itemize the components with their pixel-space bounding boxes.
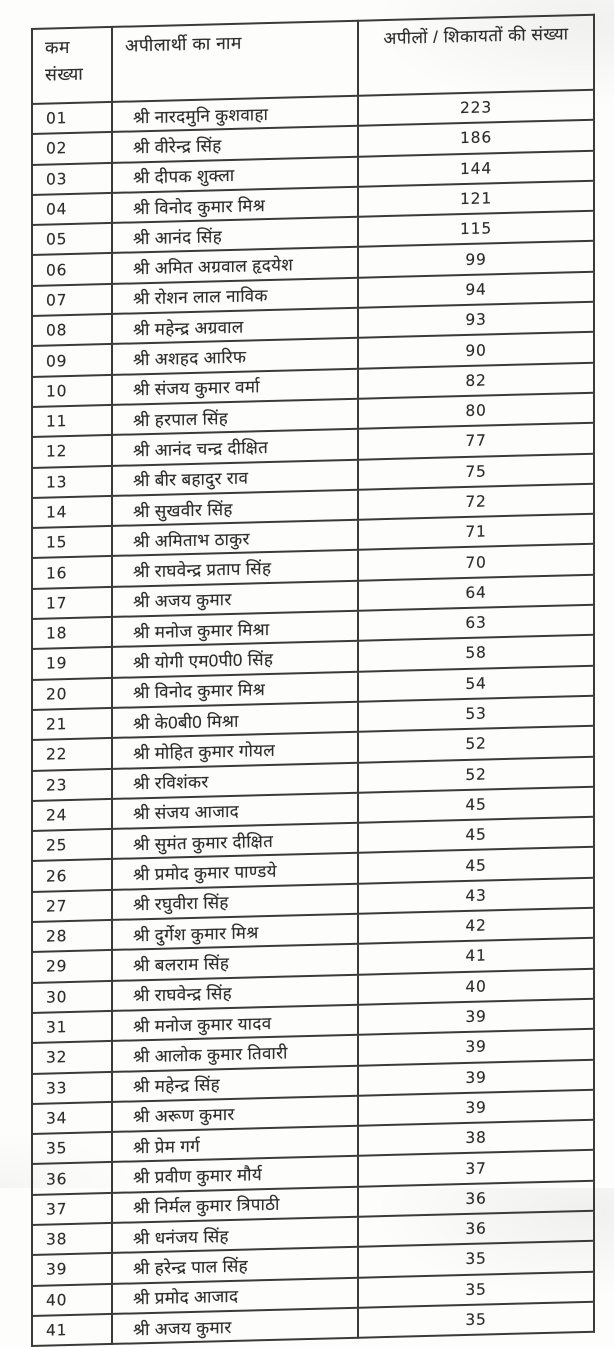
appellant-name-cell: श्री रघुवीरा सिंह: [112, 883, 358, 920]
appeals-count-cell: 43: [358, 877, 594, 913]
appellant-name-cell: श्री आनंद चन्द्र दीक्षित: [112, 429, 358, 466]
appeals-count-cell: 35: [358, 1302, 594, 1338]
serial-number-cell: 08: [32, 314, 112, 346]
serial-number-cell: 31: [32, 1011, 112, 1043]
serial-number-cell: 05: [32, 223, 112, 255]
appellant-name-cell: श्री मनोज कुमार मिश्रा: [112, 611, 358, 648]
appeals-count-cell: 45: [358, 817, 594, 853]
column-header-appellant-name: अपीलार्थी का नाम: [112, 21, 358, 102]
serial-number-cell: 09: [32, 344, 112, 376]
appeals-count-cell: 99: [358, 241, 594, 277]
appeals-count-cell: 37: [358, 1150, 594, 1186]
appeals-count-cell: 70: [358, 544, 594, 580]
appellant-name-cell: श्री सुखवीर सिंह: [112, 490, 358, 527]
appellant-name-cell: श्री अजय कुमार: [112, 1308, 358, 1345]
appeals-count-cell: 45: [358, 787, 594, 823]
appeals-count-cell: 63: [358, 605, 594, 641]
appellant-name-cell: श्री महेन्द्र अग्रवाल: [112, 308, 358, 345]
appellant-name-cell: श्री मनोज कुमार यादव: [112, 1005, 358, 1042]
appeals-count-cell: 52: [358, 756, 594, 792]
serial-number-cell: 18: [32, 617, 112, 649]
serial-number-cell: 12: [32, 435, 112, 467]
appellant-name-cell: श्री अमिताभ ठाकुर: [112, 520, 358, 557]
appeals-count-cell: 38: [358, 1120, 594, 1156]
appellant-name-cell: श्री राघवेन्द्र सिंह: [112, 974, 358, 1011]
appellant-name-cell: श्री हरेन्द्र पाल सिंह: [112, 1247, 358, 1284]
serial-number-cell: 41: [32, 1314, 112, 1346]
serial-number-cell: 23: [32, 768, 112, 800]
appellant-name-cell: श्री रविशंकर: [112, 762, 358, 799]
appellant-name-cell: श्री प्रमोद कुमार पाण्डये: [112, 853, 358, 890]
appeals-count-cell: 93: [358, 302, 594, 338]
appellant-name-cell: श्री अरूण कुमार: [112, 1096, 358, 1133]
serial-number-cell: 27: [32, 890, 112, 922]
column-header-appeals-complaints-count: अपीलों / शिकायतों की संख्या: [358, 15, 594, 96]
appellant-name-cell: श्री आनंद सिंह: [112, 217, 358, 254]
appeals-count-cell: 115: [358, 211, 594, 247]
appeals-count-cell: 71: [358, 514, 594, 550]
appellant-name-cell: श्री धनंजय सिंह: [112, 1217, 358, 1254]
serial-number-cell: 19: [32, 647, 112, 679]
appellant-name-cell: श्री मोहित कुमार गोयल: [112, 732, 358, 769]
appeals-count-cell: 53: [358, 696, 594, 732]
appeals-count-cell: 72: [358, 484, 594, 520]
appellant-name-cell: श्री दुर्गेश कुमार मिश्र: [112, 914, 358, 951]
appellant-name-cell: श्री प्रमोद आजाद: [112, 1277, 358, 1314]
serial-number-cell: 21: [32, 708, 112, 740]
appellant-name-cell: श्री वीरेन्द्र सिंह: [112, 126, 358, 163]
appellant-name-cell: श्री बीर बहादुर राव: [112, 459, 358, 496]
appeals-count-cell: 121: [358, 181, 594, 217]
serial-number-cell: 15: [32, 526, 112, 558]
serial-number-cell: 34: [32, 1102, 112, 1134]
appeals-count-cell: 144: [358, 150, 594, 186]
appellant-name-cell: श्री प्रवीण कुमार मौर्य: [112, 1156, 358, 1193]
serial-number-cell: 39: [32, 1253, 112, 1285]
serial-number-cell: 37: [32, 1193, 112, 1225]
appeals-count-cell: 36: [358, 1211, 594, 1247]
serial-number-cell: 36: [32, 1162, 112, 1194]
serial-number-cell: 25: [32, 829, 112, 861]
serial-number-cell: 26: [32, 859, 112, 891]
serial-number-cell: 06: [32, 253, 112, 285]
table-body: [32, 90, 594, 1346]
appellant-name-cell: श्री प्रेम गर्ग: [112, 1126, 358, 1163]
appellant-name-cell: श्री आलोक कुमार तिवारी: [112, 1035, 358, 1072]
appellant-name-cell: श्री राघवेन्द्र प्रताप सिंह: [112, 550, 358, 587]
appeals-count-cell: 39: [358, 1029, 594, 1065]
column-header-serial-number: कम संख्या: [32, 27, 112, 104]
serial-number-cell: 03: [32, 163, 112, 195]
appeals-count-cell: 90: [358, 332, 594, 368]
appeals-count-cell: 75: [358, 453, 594, 489]
appellant-name-cell: श्री अमित अग्रवाल हृदयेश: [112, 247, 358, 284]
serial-number-cell: 07: [32, 284, 112, 316]
appeals-count-cell: 36: [358, 1180, 594, 1216]
serial-number-cell: 32: [32, 1041, 112, 1073]
appeals-count-cell: 52: [358, 726, 594, 762]
serial-number-cell: 40: [32, 1284, 112, 1316]
appellant-name-cell: श्री निर्मल कुमार त्रिपाठी: [112, 1186, 358, 1223]
appeals-count-cell: 35: [358, 1271, 594, 1307]
appeals-count-cell: 39: [358, 999, 594, 1035]
appellant-name-cell: श्री योगी एम0पी0 सिंह: [112, 641, 358, 678]
serial-number-cell: 33: [32, 1071, 112, 1103]
serial-number-cell: 17: [32, 587, 112, 619]
serial-number-cell: 11: [32, 405, 112, 437]
appellant-name-cell: श्री के0बी0 मिश्रा: [112, 702, 358, 739]
scanned-page: [31, 14, 593, 1347]
serial-number-cell: 28: [32, 920, 112, 952]
appeals-count-cell: 39: [358, 1090, 594, 1126]
serial-number-cell: 35: [32, 1132, 112, 1164]
serial-number-cell: 01: [32, 102, 112, 134]
appellant-name-cell: श्री नारदमुनि कुशवाहा: [112, 96, 358, 133]
serial-number-cell: 10: [32, 375, 112, 407]
appellant-name-cell: श्री अशहद आरिफ: [112, 338, 358, 375]
appellant-name-cell: श्री बलराम सिंह: [112, 944, 358, 981]
appeals-count-cell: 42: [358, 908, 594, 944]
serial-number-cell: 24: [32, 799, 112, 831]
appeals-count-cell: 45: [358, 847, 594, 883]
serial-number-cell: 13: [32, 466, 112, 498]
appellant-name-cell: श्री रोशन लाल नाविक: [112, 278, 358, 315]
serial-number-cell: 14: [32, 496, 112, 528]
serial-number-cell: 02: [32, 132, 112, 164]
appeals-count-cell: 80: [358, 393, 594, 429]
serial-number-cell: 22: [32, 738, 112, 770]
appeals-count-cell: 58: [358, 635, 594, 671]
appellant-name-cell: श्री अजय कुमार: [112, 580, 358, 617]
appeals-count-cell: 77: [358, 423, 594, 459]
appeals-count-cell: 94: [358, 272, 594, 308]
serial-number-cell: 04: [32, 193, 112, 225]
appellant-name-cell: श्री दीपक शुक्ला: [112, 156, 358, 193]
serial-number-cell: 16: [32, 556, 112, 588]
serial-number-cell: 29: [32, 950, 112, 982]
appellant-name-cell: श्री विनोद कुमार मिश्र: [112, 671, 358, 708]
appellant-name-cell: श्री विनोद कुमार मिश्र: [112, 187, 358, 224]
appellant-name-cell: श्री हरपाल सिंह: [112, 399, 358, 436]
appeals-count-cell: 35: [358, 1241, 594, 1277]
serial-number-cell: 20: [32, 678, 112, 710]
appellant-name-cell: श्री महेन्द्र सिंह: [112, 1065, 358, 1102]
appeals-count-cell: 39: [358, 1059, 594, 1095]
appellant-name-cell: श्री संजय कुमार वर्मा: [112, 368, 358, 405]
appeals-count-cell: 41: [358, 938, 594, 974]
appeals-complaints-table: [31, 14, 595, 1347]
header-row: [32, 15, 594, 104]
appeals-count-cell: 82: [358, 362, 594, 398]
appeals-count-cell: 223: [358, 90, 594, 126]
table-header: [32, 15, 594, 104]
appellant-name-cell: श्री सुमंत कुमार दीक्षित: [112, 823, 358, 860]
serial-number-cell: 30: [32, 981, 112, 1013]
serial-number-cell: 38: [32, 1223, 112, 1255]
appeals-count-cell: 54: [358, 665, 594, 701]
appeals-count-cell: 64: [358, 574, 594, 610]
appellant-name-cell: श्री संजय आजाद: [112, 793, 358, 830]
appeals-count-cell: 186: [358, 120, 594, 156]
appeals-count-cell: 40: [358, 968, 594, 1004]
